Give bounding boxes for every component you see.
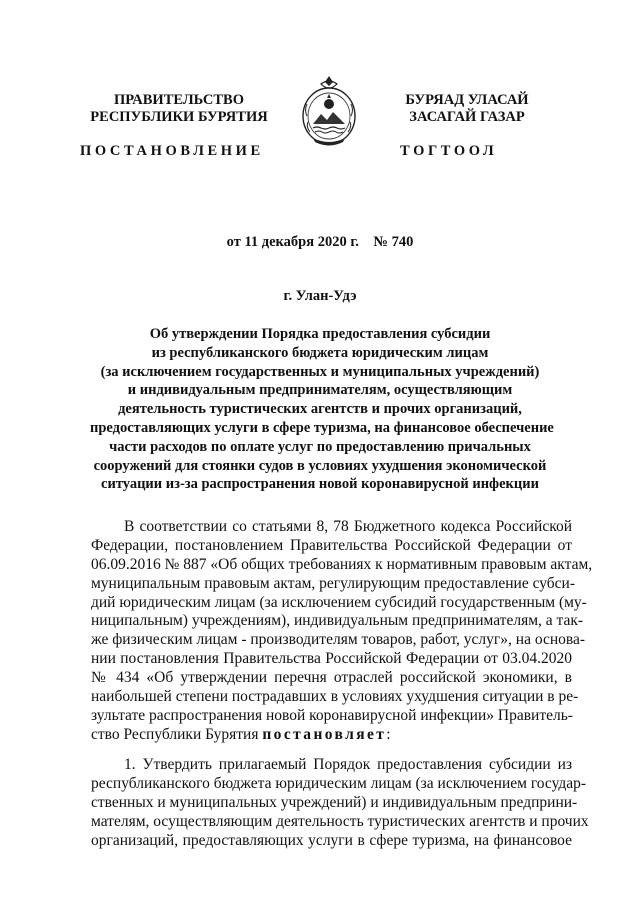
title-line: Об утверждении Порядка предоставления субсидии bbox=[149, 326, 491, 342]
title-line: деятельность туристических агентств и прочих организаций, bbox=[118, 401, 522, 418]
paragraph-line: ственных и муниципальных учреждений) и индивидуальным предприни- bbox=[91, 793, 578, 811]
paragraph-line: республиканского бюджета юридическим лицам (за исключением государ- bbox=[91, 774, 587, 792]
document-type-russian: ПОСТАНОВЛЕНИЕ bbox=[80, 143, 264, 159]
paragraph-line: нии постановления Правительства Российской Федерации от 03.04.2020 bbox=[91, 650, 572, 668]
paragraph-last-line bbox=[91, 726, 572, 745]
issuer-name-buryat bbox=[382, 92, 552, 126]
issuer-line-2: РЕСПУБЛИКИ БУРЯТИЯ bbox=[90, 109, 268, 125]
title-line: части расходов по оплате услуг по предоставлению причальных bbox=[109, 438, 531, 455]
title-line: сооружений для стоянки судов в условиях ухудшения экономической bbox=[93, 457, 547, 474]
preamble-paragraph bbox=[91, 518, 593, 745]
resolves-word: постановляет bbox=[262, 725, 387, 743]
clause-1-paragraph bbox=[91, 756, 589, 850]
issuer-line-1-buryat: БУРЯАД УЛАСАЙ bbox=[405, 92, 529, 108]
title-line: ситуации из-за распространения новой коронавирусной инфекции bbox=[101, 476, 539, 493]
paragraph-line: 1. Утвердить прилагаемый Порядок предоставления субсидии из bbox=[124, 756, 572, 773]
title-line: предоставляющих услуги в сфере туризма, на финансовое обеспечение bbox=[90, 419, 554, 436]
paragraph-line: же физическим лицам - производителям товаров, работ, услуг», на основа- bbox=[91, 631, 586, 649]
paragraph-line: мателям, осуществляющим деятельность туристических агентств и прочих bbox=[91, 812, 589, 830]
paragraph-line: ниципальным) учреждениям), индивидуальным предпринимателям, а так- bbox=[91, 612, 584, 630]
title-line: (за исключением государственных и муниципальных учреждений) bbox=[100, 363, 540, 380]
paragraph-line: № 434 «Об утверждении перечня отраслей российской экономики, в bbox=[91, 669, 572, 687]
title-line: и индивидуальным предпринимателям, осуществляющим bbox=[127, 382, 513, 399]
paragraph-line: муниципальным правовым актам, регулирующим предоставление субси- bbox=[91, 574, 576, 592]
resolution-prefix: ство Республики Бурятия bbox=[91, 725, 263, 743]
paragraph-line: дий юридическим лицам (за исключением субсидий государственным (му- bbox=[91, 593, 587, 611]
paragraph-line: В соответствии со статьями 8, 78 Бюджетного кодекса Российской bbox=[124, 518, 572, 535]
city: г. Улан-Удэ bbox=[283, 288, 357, 304]
resolution-colon: : bbox=[386, 725, 391, 743]
paragraph-line: 06.09.2016 № 887 «Об общих требованиях к нормативным правовым актам, bbox=[91, 555, 593, 573]
date-number-text: от 11 декабря 2020 г. № 740 bbox=[226, 234, 414, 250]
issuer-line-2-buryat: ЗАСАГАЙ ГАЗАР bbox=[409, 109, 525, 125]
paragraph-line: наибольшей степени пострадавших в условиях ухудшения ситуации в ре- bbox=[91, 688, 579, 706]
title-line: из республиканского бюджета юридическим лицам bbox=[151, 344, 489, 361]
date-and-number bbox=[90, 234, 550, 251]
paragraph-line: организаций, предоставляющих услуги в сфере туризма, на финансовое bbox=[91, 831, 572, 849]
coat-of-arms-emblem bbox=[299, 74, 359, 148]
document-title bbox=[90, 325, 554, 494]
paragraph-line: зультате распространения новой коронавирусной инфекции» Правитель- bbox=[91, 706, 573, 724]
issuer-line-1: ПРАВИТЕЛЬСТВО bbox=[114, 92, 244, 108]
issuer-name-russian bbox=[88, 92, 270, 126]
paragraph-line: Федерации, постановлением Правительства Российской Федерации от bbox=[91, 536, 572, 554]
document-type-buryat: ТОГТООЛ bbox=[400, 143, 498, 159]
